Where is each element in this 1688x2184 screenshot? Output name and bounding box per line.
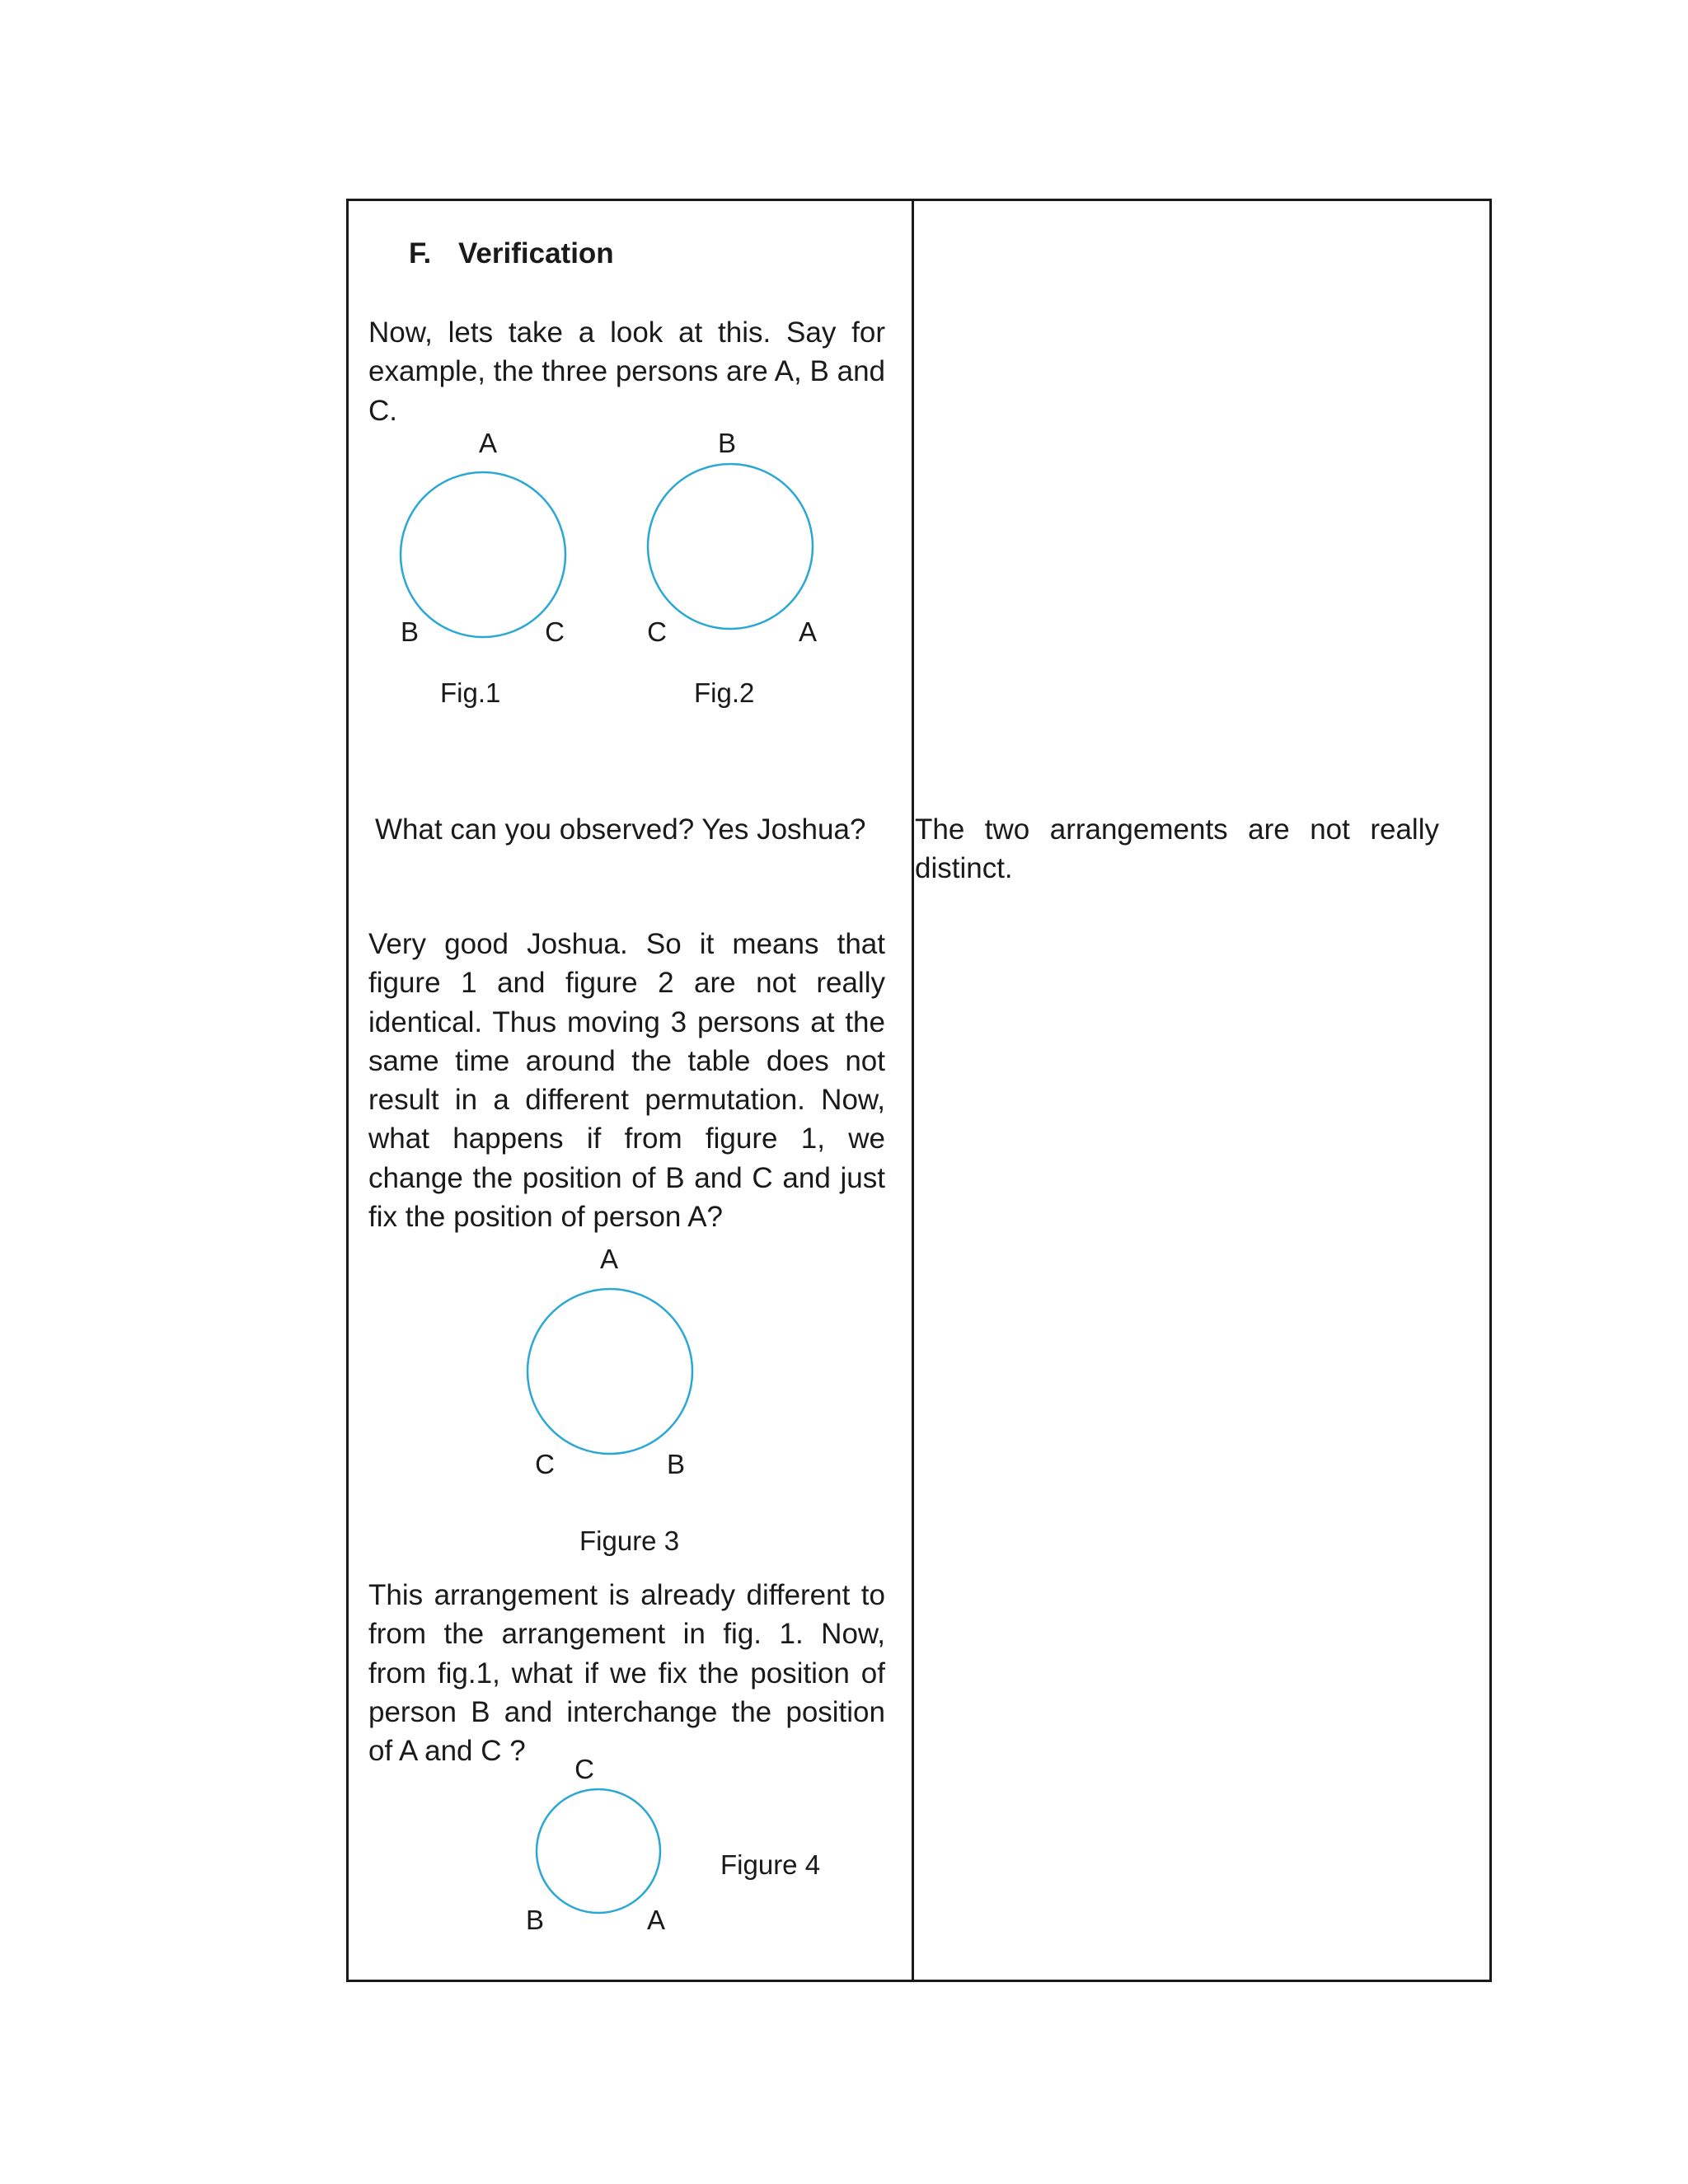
intro-paragraph: Now, lets take a look at this. Say for example, the three persons are A, B and C. (368, 316, 885, 427)
fig1-caption: Fig.1 (440, 677, 501, 708)
arrangement-paragraph: This arrangement is already different to from the arrangement in fig. 1. Now, from fig.1, what if we fix the position of person B and interchange the position of A and C ? (368, 1579, 885, 1768)
fig1-circle (399, 471, 567, 639)
fig3-label-right: B (666, 1449, 685, 1479)
fig1-label-left: B (400, 616, 419, 647)
fig3-caption: Figure 3 (579, 1526, 680, 1556)
section-letter: F. (409, 237, 432, 269)
fig4-caption: Figure 4 (720, 1849, 821, 1880)
fig2-label-right: A (798, 616, 817, 647)
fig2-label-top: B (717, 428, 736, 458)
explanation-paragraph: Very good Joshua. So it means that figure 1 and figure 2 are not really identical. Thus moving 3 persons at the same time around the table does not result in a different permutation. Now, what happens if from figure 1, we change the position of B and C and just fix the position of person A? (368, 928, 885, 1234)
fig3-label-top: A (599, 1244, 618, 1274)
section-title: Verification (458, 237, 614, 269)
fig1-label-top: A (478, 428, 497, 458)
column-divider (912, 201, 914, 1980)
teacher-question: What can you observed? Yes Joshua? (375, 813, 866, 846)
fig4-label-right: A (646, 1905, 665, 1935)
fig3-label-left: C (535, 1449, 555, 1479)
student-answer: The two arrangements are not really distinct. (915, 813, 1439, 885)
fig2-caption: Fig.2 (694, 677, 755, 708)
fig1-label-right: C (545, 616, 565, 647)
fig2-circle (646, 462, 814, 630)
fig3-circle (526, 1287, 694, 1455)
fig4-circle (535, 1788, 662, 1915)
fig2-label-left: C (647, 616, 667, 647)
fig4-label-top: C (574, 1754, 594, 1784)
fig4-label-left: B (525, 1905, 544, 1935)
